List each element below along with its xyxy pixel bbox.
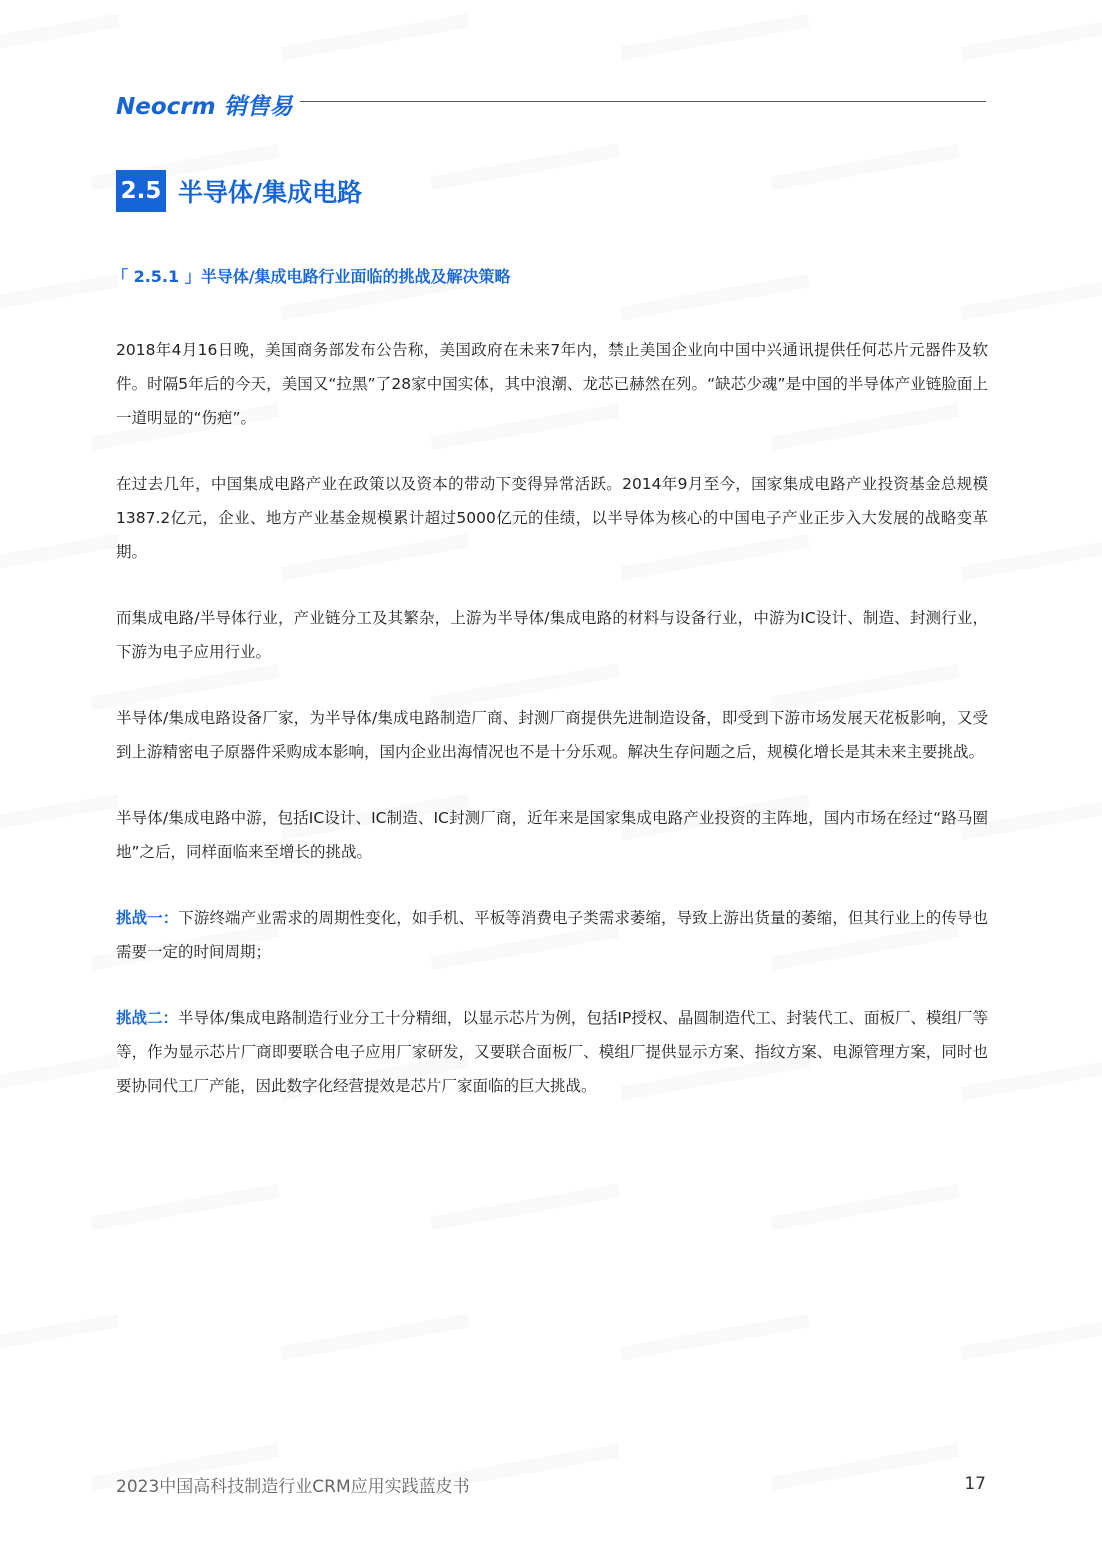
section-number-badge: 2.5: [116, 170, 166, 212]
subsection-title: 「 2.5.1 」半导体/集成电路行业面临的挑战及解决策略: [112, 267, 511, 286]
paragraph: 半导体/集成电路中游，包括IC设计、IC制造、IC封测厂商，近年来是国家集成电路产业投资的主阵地，国内市场在经过“路马圈地”之后，同样面临来至增长的挑战。: [116, 809, 988, 861]
watermark-mark: [0, 794, 120, 841]
neocrm-logo: Neocrm 销售易: [116, 94, 293, 120]
paragraph: 在过去几年，中国集成电路产业在政策以及资本的带动下变得异常活跃。2014年9月至今，国家集成电路产业投资基金总规模1387.2亿元，企业、地方产业基金规模累计超过5000亿元的佳绩，以半导体为核心的中国电子产业正步入大发展的战略变革期。: [116, 475, 988, 561]
challenge-label: 挑战一：: [116, 909, 179, 927]
paragraph: 2018年4月16日晚，美国商务部发布公告称，美国政府在未来7年内，禁止美国企业向中国中兴通讯提供任何芯片元器件及软件。时隔5年后的今天，美国又“拉黑”了28家中国实体，其中浪潮、龙芯已赫然在列。“缺芯少魂”是中国的半导体产业链脸面上一道明显的“伤疤”。: [116, 341, 988, 427]
watermark-mark: [0, 534, 120, 581]
watermark-mark: [960, 274, 1102, 321]
watermark-mark: [620, 1314, 810, 1361]
body-text: [116, 333, 988, 1135]
watermark-mark: [770, 144, 960, 191]
watermark-mark: [280, 1314, 470, 1361]
watermark-mark: [430, 144, 620, 191]
watermark-mark: [770, 1444, 960, 1491]
watermark-mark: [960, 1314, 1102, 1361]
watermark-mark: [0, 1054, 120, 1101]
watermark-mark: [620, 274, 810, 321]
footer-title: 2023中国高科技制造行业CRM应用实践蓝皮书: [116, 1477, 470, 1497]
challenge-paragraph: [116, 1001, 988, 1103]
paragraph: 而集成电路/半导体行业，产业链分工及其繁杂，上游为半导体/集成电路的材料与设备行业，中游为IC设计、制造、封测行业，下游为电子应用行业。: [116, 609, 988, 661]
watermark-mark: [770, 1184, 960, 1231]
watermark-mark: [0, 1314, 120, 1361]
watermark-mark: [90, 1184, 280, 1231]
header-rule: [300, 101, 986, 102]
page-number: 17: [964, 1474, 986, 1494]
watermark-mark: [620, 14, 810, 61]
watermark-mark: [960, 14, 1102, 61]
watermark-mark: [430, 1184, 620, 1231]
watermark-mark: [0, 14, 120, 61]
paragraph: 半导体/集成电路设备厂家，为半导体/集成电路制造厂商、封测厂商提供先进制造设备，即受到下游市场发展天花板影响，又受到上游精密电子原器件采购成本影响，国内企业出海情况也不是十分乐观。解决生存问题之后，规模化增长是其未来主要挑战。: [116, 709, 988, 761]
challenge-text: 半导体/集成电路制造行业分工十分精细，以显示芯片为例，包括IP授权、晶圆制造代工、封装代工、面板厂、模组厂等等，作为显示芯片厂商即要联合电子应用厂家研发，又要联合面板厂、模组厂提供显示方案、指纹方案、电源管理方案，同时也要协同代工厂产能，因此数字化经营提效是芯片厂家面临的巨大挑战。: [116, 1009, 988, 1095]
watermark-mark: [0, 274, 120, 321]
section-title: 半导体/集成电路: [178, 178, 363, 207]
watermark-mark: [280, 14, 470, 61]
challenge-label: 挑战二：: [116, 1009, 179, 1027]
challenge-text: 下游终端产业需求的周期性变化，如手机、平板等消费电子类需求萎缩，导致上游出货量的萎缩，但其行业上的传导也需要一定的时间周期；: [116, 909, 988, 961]
challenge-paragraph: [116, 901, 988, 969]
section-heading: [116, 170, 362, 212]
